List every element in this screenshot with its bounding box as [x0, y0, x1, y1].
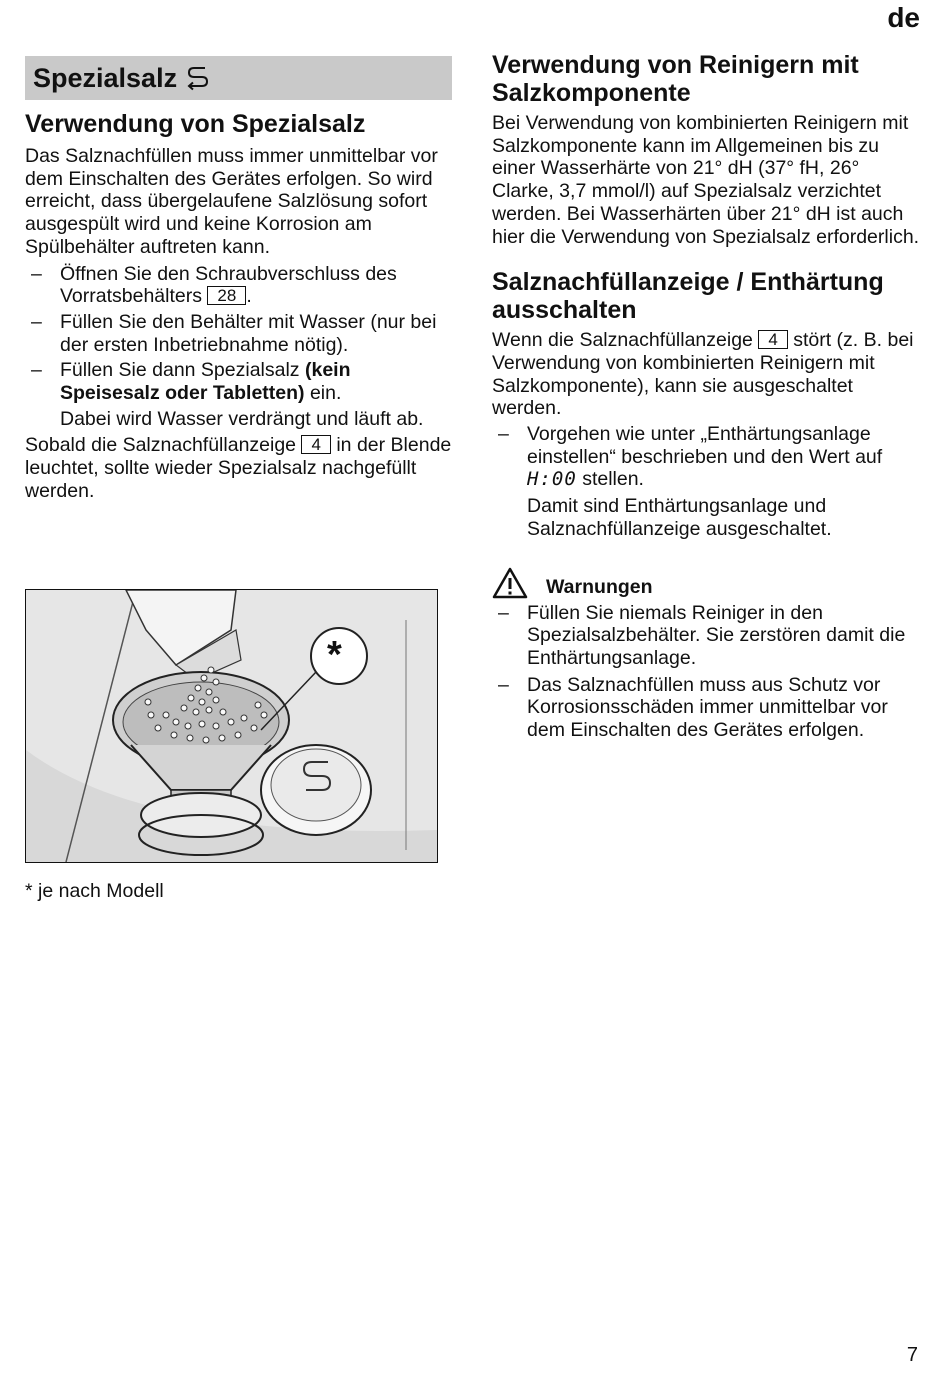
heading-reiniger-salzkomponente: Verwendung von Reinigern mit Salzkomponente: [492, 51, 859, 107]
right-column: [492, 51, 922, 742]
left-column: [25, 110, 453, 503]
display-value: H:00: [527, 468, 577, 491]
page-number: 7: [906, 1344, 918, 1366]
intro-paragraph: Das Salznachfüllen muss immer unmittelbar vor dem Einschalten des Gerätes erfolgen. So wird erreicht, dass übergelaufene Salzlösung sofort ausgespült wird und keine Korrosion am Spülbehälter auftreten kann.: [25, 145, 438, 258]
step-tail: ein.: [304, 382, 342, 405]
heading-verwendung-spezialsalz: Verwendung von Spezialsalz: [25, 110, 366, 138]
warning-header: [492, 567, 922, 599]
dash-bullet: –: [498, 601, 509, 624]
step-text: Füllen Sie dann Spezialsalz: [60, 359, 300, 382]
paragraph-anzeige: Wenn die Salznachfüllanzeige 4 stört (z. B. bei Verwendung von kombinierten Reinigern mit Salzkomponente), kann sie ausgeschaltet werden.: [492, 329, 914, 420]
reference-box: 28: [207, 286, 246, 305]
reference-box: 4: [301, 435, 330, 454]
dash-bullet: –: [498, 673, 509, 696]
section-header: [25, 56, 452, 100]
dash-bullet: –: [498, 423, 509, 446]
dash-bullet: –: [31, 310, 42, 333]
list-item: [25, 359, 453, 404]
reference-box: 4: [758, 330, 787, 349]
step-punct: .: [246, 285, 252, 308]
step-bold-text: (kein Speisesalz oder Tabletten): [60, 359, 351, 405]
step-text: Füllen Sie den Behälter mit Wasser (nur bei der ersten Inbetriebnahme nötig).: [60, 310, 437, 356]
list-item: – Füllen Sie niemals Reiniger in den Spezialsalzbehälter. Sie zerstören damit die Enthärtungsanlage.: [498, 601, 906, 669]
salt-symbol-icon: [185, 65, 211, 91]
step-note: Dabei wird Wasser verdrängt und läuft ab.: [60, 407, 424, 430]
warning-title: Warnungen: [546, 575, 653, 598]
footnote: * je nach Modell: [25, 880, 164, 902]
step-text: Öffnen Sie den Schraubverschluss des Vorratsbehälters: [60, 262, 397, 308]
dash-bullet: –: [31, 262, 42, 285]
list-item: [25, 263, 453, 308]
paragraph-reiniger: Bei Verwendung von kombinierten Reinigern mit Salzkomponente kann im Allgemeinen bis zu einer Wasserhärte von 21° dH (37° fH, 26° Clarke, 3,7 mmol/l) auf Spezialsalz verzichtet werden. Bei Wasserhärten über 21° dH ist auch hier die Verwendung von Spezialsalz erforderlich.: [492, 112, 920, 248]
section-title: Spezialsalz: [33, 62, 178, 93]
heading-salznachfuellanzeige: Salznachfüllanzeige / Enthärtung ausschalten: [492, 268, 884, 325]
dash-bullet: –: [31, 359, 42, 382]
list-item: [25, 311, 453, 356]
list-item: – Vorgehen wie unter „Enthärtungsanlage einstellen“ beschrieben und den Wert auf H:00 stellen.: [498, 423, 883, 491]
warning-triangle-icon: [492, 567, 528, 599]
salt-filling-illustration: [25, 589, 438, 863]
step-note: Damit sind Enthärtungsanlage und Salznachfüllanzeige ausgeschaltet.: [527, 495, 832, 540]
illustration-drawing: [26, 590, 437, 862]
figure-star-marker: *: [327, 634, 342, 676]
list-item: – Das Salznachfüllen muss aus Schutz vor Korrosionsschäden immer unmittelbar vor dem Einschalten des Gerätes erfolgen.: [498, 673, 888, 742]
closing-paragraph: Sobald die Salznachfüllanzeige 4 in der Blende leuchtet, sollte wieder Spezialsalz nachgefüllt werden.: [25, 434, 452, 502]
language-code: de: [887, 2, 920, 33]
